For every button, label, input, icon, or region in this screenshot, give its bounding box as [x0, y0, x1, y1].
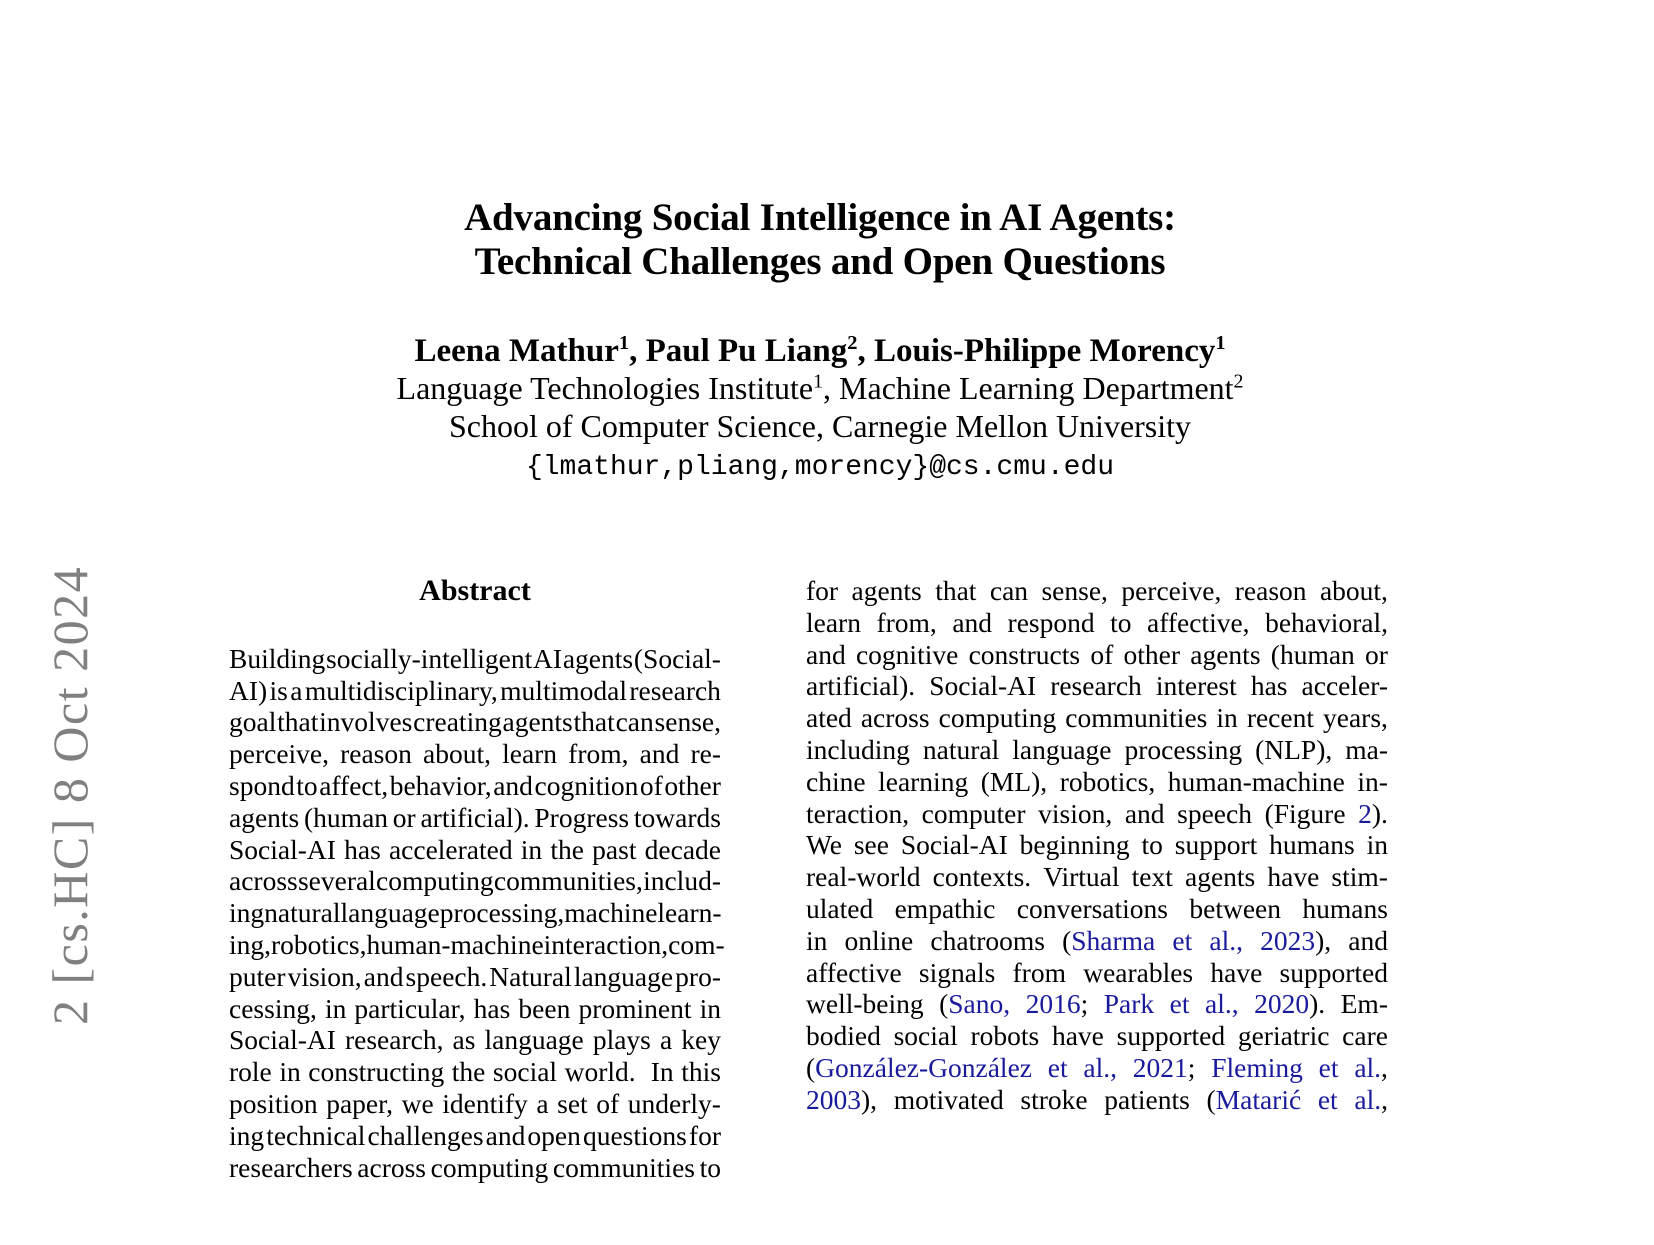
introduction-paragraph	[806, 575, 1388, 1116]
body-columns	[0, 575, 1654, 1245]
abstract-line-7: Social-AI has accelerated in the past decade	[229, 833, 721, 865]
title-block	[230, 196, 1410, 283]
citation-link[interactable]: 2023	[1260, 924, 1316, 956]
citation-link[interactable]: et	[1318, 1051, 1339, 1083]
citation-link[interactable]: 2016	[1025, 988, 1081, 1020]
citation-link[interactable]: 2020	[1254, 988, 1310, 1020]
abstract-line-17: researchers across computing communities to	[229, 1151, 721, 1183]
abstract-line-4: perceive, reason about, learn from, and re-	[229, 738, 721, 770]
abstract-line-12: cessing, in particular, has been prominent in	[229, 992, 721, 1024]
intro-line-2: learn from, and respond to affective, behavioral,	[806, 606, 1388, 638]
intro-line-15: bodied social robots have supported geriatric care	[806, 1020, 1388, 1052]
intro-line-14: well-being (Sano, 2016; Park et al., 2020). Em-	[806, 988, 1388, 1020]
intro-line-1: for agents that can sense, perceive, reason about,	[806, 575, 1388, 606]
citation-link[interactable]: et	[1172, 924, 1193, 956]
abstract-line-8: across several computing communities, includ-	[229, 865, 721, 897]
intro-line-11: ulated empathic conversations between humans	[806, 892, 1388, 924]
right-column	[806, 575, 1388, 1116]
page-title	[230, 196, 1410, 283]
citation-link[interactable]: Sano,	[948, 988, 1011, 1020]
citation-link[interactable]: 2021	[1132, 1051, 1188, 1083]
title-line-1: Advancing Social Intelligence in AI Agents:	[464, 196, 1176, 239]
citation-link[interactable]: Park	[1103, 988, 1155, 1020]
intro-line-5: ated across computing communities in recent years,	[806, 702, 1388, 734]
abstract-line-5: spond to affect, behavior, and cognition of other	[229, 769, 721, 801]
intro-line-7: chine learning (ML), robotics, human-machine in-	[806, 765, 1388, 797]
abstract-line-3: goal that involves creating agents that can sense,	[229, 706, 721, 738]
title-line-2: Technical Challenges and Open Questions	[474, 239, 1166, 283]
citation-link[interactable]: al.	[1354, 1083, 1382, 1115]
abstract-paragraph	[229, 642, 725, 1184]
author-emails: {lmathur,pliang,morency}@cs.cmu.edu	[525, 451, 1115, 483]
abstract-line-2: AI) is a multidisciplinary, multimodal research	[229, 674, 721, 706]
authors-block	[230, 332, 1410, 487]
citation-link[interactable]: al.	[1354, 1051, 1382, 1083]
intro-line-17: 2003), motivated stroke patients (Matarić et al.,	[806, 1083, 1388, 1115]
abstract-line-10: ing, robotics, human-machine interaction, com-	[229, 928, 725, 960]
intro-line-8: teraction, computer vision, and speech (Figure 2).	[806, 797, 1388, 829]
arxiv-stamp-partial-id: 2	[42, 998, 98, 1025]
intro-line-16: (González-González et al., 2021; Fleming et al.,	[806, 1051, 1388, 1083]
intro-line-3: and cognitive constructs of other agents (human or	[806, 638, 1388, 670]
citation-link[interactable]: 2003	[806, 1083, 861, 1115]
abstract-line-16: ing technical challenges and open questions for	[229, 1119, 721, 1151]
citation-link[interactable]: Sharma	[1071, 924, 1156, 956]
affiliation-line-1: Language Technologies Institute$^1$, Machine Learning Department$^2$	[396, 370, 1244, 407]
citation-link[interactable]: et	[1169, 988, 1190, 1020]
intro-line-4: artificial). Social-AI research interest has acceler-	[806, 670, 1388, 702]
citation-link[interactable]: al.,	[1083, 1051, 1118, 1083]
citation-link[interactable]: Matarić	[1215, 1083, 1302, 1115]
citation-link[interactable]: al.,	[1209, 924, 1243, 956]
abstract-line-15: position paper, we identify a set of underly-	[229, 1087, 721, 1119]
intro-line-6: including natural language processing (NLP), ma-	[806, 733, 1388, 765]
citation-link[interactable]: et	[1317, 1083, 1338, 1115]
left-column	[229, 574, 725, 1183]
arxiv-stamp-text: [cs.HC] 8 Oct 2024	[42, 565, 98, 985]
abstract-line-14: role in constructing the social world. In this	[229, 1056, 721, 1088]
intro-line-13: affective signals from wearables have supported	[806, 956, 1388, 988]
citation-link[interactable]: Fleming	[1211, 1051, 1303, 1083]
citation-link[interactable]: González-González	[815, 1051, 1032, 1083]
intro-line-10: real-world contexts. Virtual text agents have stim-	[806, 861, 1388, 893]
abstract-line-13: Social-AI research, as language plays a key	[229, 1024, 721, 1056]
citation-link[interactable]: al.,	[1205, 988, 1239, 1020]
abstract-heading: Abstract	[419, 574, 531, 607]
citation-link[interactable]: et	[1047, 1051, 1068, 1083]
abstract-line-6: agents (human or artificial). Progress towards	[229, 801, 721, 833]
intro-line-9: We see Social-AI beginning to support humans in	[806, 829, 1388, 861]
abstract-line-1: Building socially-intelligent AI agents (Social-	[229, 642, 721, 674]
intro-line-12: in online chatrooms (Sharma et al., 2023), and	[806, 924, 1388, 956]
abstract-line-11: puter vision, and speech. Natural language pro-	[229, 960, 721, 992]
citation-link[interactable]: 2	[1358, 797, 1372, 829]
abstract-line-9: ing natural language processing, machine learn-	[229, 897, 722, 929]
affiliation-line-2: School of Computer Science, Carnegie Mellon University	[448, 408, 1192, 445]
author-names: Leena Mathur$^1$, Paul Pu Liang$^2$, Louis-Philippe Morency$^1$	[414, 332, 1226, 369]
